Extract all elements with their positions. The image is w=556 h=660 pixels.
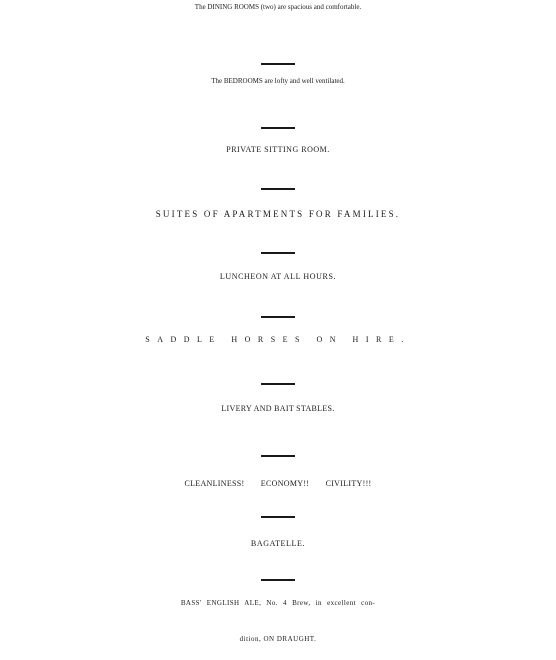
divider-rule <box>261 579 295 581</box>
private-sitting-room-line: PRIVATE SITTING ROOM. <box>226 145 330 154</box>
divider-rule <box>261 383 295 385</box>
bagatelle-line: BAGATELLE. <box>250 539 306 548</box>
livery-stables-line: LIVERY AND BAIT STABLES. <box>221 404 335 413</box>
bass-ale-line: BASS' ENGLISH ALE, No. 4 Brew, in excellent con- <box>180 599 376 607</box>
on-draught-line: dition, ON DRAUGHT. <box>239 635 317 643</box>
divider-rule <box>261 316 295 318</box>
suites-of-apartments-line: SUITES OF APARTMENTS FOR FAMILIES. <box>155 209 401 219</box>
divider-rule <box>261 63 295 65</box>
cleanliness-economy-civility-line: CLEANLINESS! ECONOMY!! CIVILITY!!! <box>184 479 372 488</box>
divider-rule <box>261 252 295 254</box>
divider-rule <box>261 127 295 129</box>
luncheon-line: LUNCHEON AT ALL HOURS. <box>219 272 337 281</box>
bedrooms-line: The BEDROOMS are lofty and well ventilated. <box>211 77 345 85</box>
dining-rooms-line: The DINING ROOMS (two) are spacious and comfortable. <box>194 3 362 11</box>
saddle-horses-line: SADDLE HORSES ON HIRE. <box>145 335 411 344</box>
divider-rule <box>261 455 295 457</box>
divider-rule <box>261 516 295 518</box>
divider-rule <box>261 188 295 190</box>
